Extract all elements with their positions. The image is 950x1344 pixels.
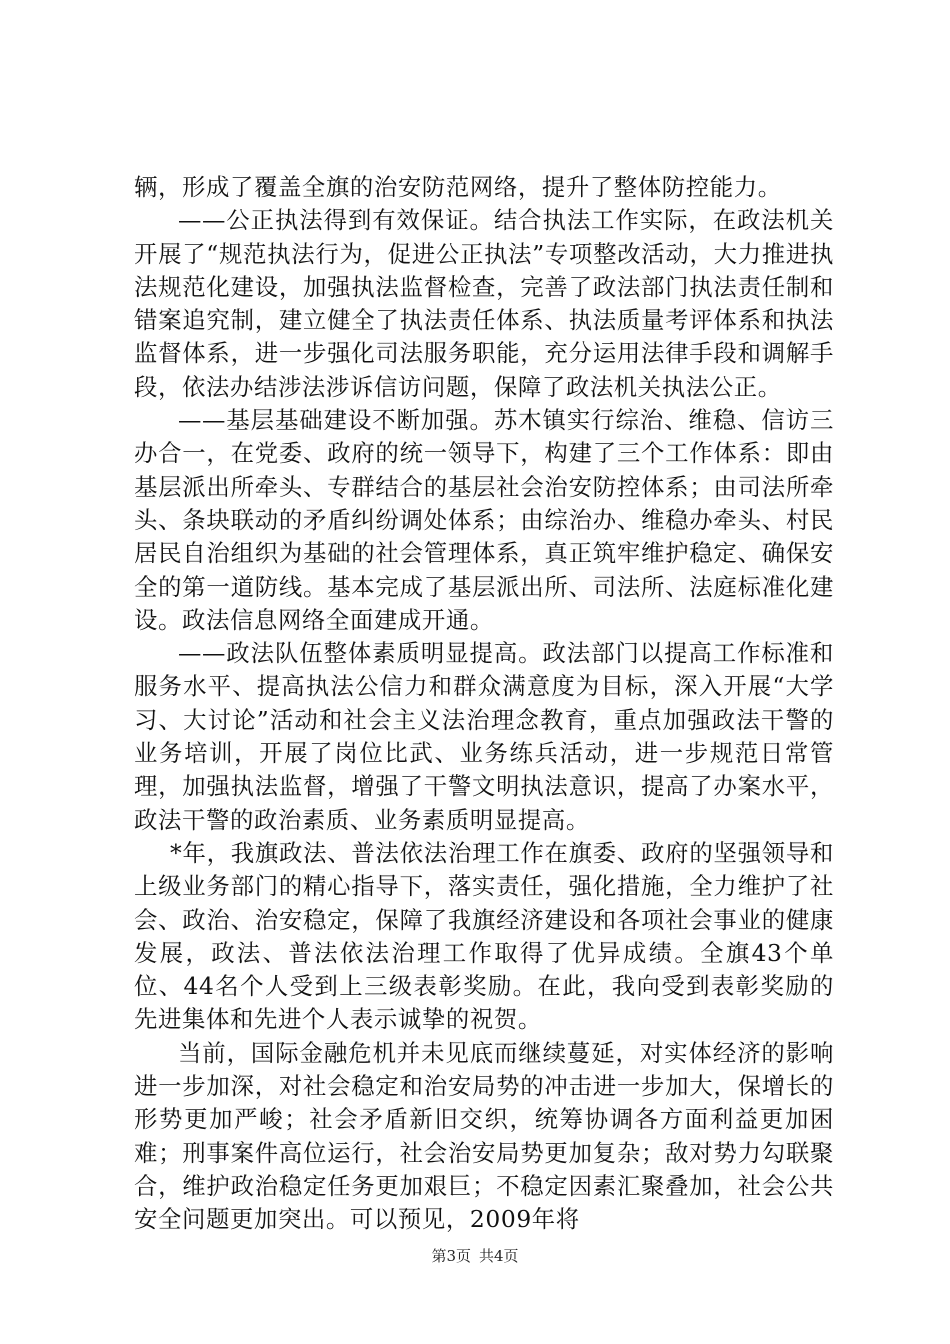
paragraph-grassroots-construction: ——基层基础建设不断加强。苏木镇实行综治、维稳、信访三办合一，在党委、政府的统一领导下，构建了三个工作体系：即由基层派出所牵头、专群结合的基层社会治安防控体系；由司法所牵头、条块联动的矛盾纠纷调处体系；由综治办、维稳办牵头、村民居民自治组织为基础的社会管理体系，真正筑牢维护稳定、确保安全的第一道防线。基本完成了基层派出所、司法所、法庭标准化建设。政法信息网络全面建成开通。 [134, 406, 834, 634]
paragraph-continuation: 辆，形成了覆盖全旗的治安防范网络，提升了整体防控能力。 [134, 173, 782, 201]
document-body [134, 171, 834, 1237]
paragraph-current-situation: 当前，国际金融危机并未见底而继续蔓延，对实体经济的影响进一步加深，对社会稳定和治安局势的冲击进一步加大，保增长的形势更加严峻；社会矛盾新旧交织，统筹协调各方面利益更加困难；刑事案件高位运行，社会治安局势更加复杂；敌对势力勾联聚合，维护政治稳定任务更加艰巨；不稳定因素汇聚叠加，社会公共安全问题更加突出。可以预见，2009年将 [134, 1038, 834, 1234]
paragraph-team-quality: ——政法队伍整体素质明显提高。政法部门以提高工作标准和服务水平、提高执法公信力和群众满意度为目标，深入开展“大学习、大讨论”活动和社会主义法治理念教育，重点加强政法干警的业务培训，开展了岗位比武、业务练兵活动，进一步规范日常管理，加强执法监督，增强了干警文明执法意识，提高了办案水平，政法干警的政治素质、业务素质明显提高。 [134, 639, 834, 834]
paragraph-annual-summary: *年，我旗政法、普法依法治理工作在旗委、政府的坚强领导和上级业务部门的精心指导下，落实责任，强化措施，全力维护了社会、政治、治安稳定，保障了我旗经济建设和各项社会事业的健康发展，政法、普法依法治理工作取得了优异成绩。全旗43个单位、44名个人受到上三级表彰奖励。在此，我向受到表彰奖励的先进集体和先进个人表示诚挚的祝贺。 [134, 838, 834, 1034]
page-total: 共4页 [479, 1247, 519, 1265]
paragraph-fair-enforcement: ——公正执法得到有效保证。结合执法工作实际，在政法机关开展了“规范执法行为，促进公正执法”专项整改活动，大力推进执法规范化建设，加强执法监督检查，完善了政法部门执法责任制和错案追究制，建立健全了执法责任体系、执法质量考评体系和执法监督体系，进一步强化司法服务职能，充分运用法律手段和调解手段，依法办结涉法涉诉信访问题，保障了政法机关执法公正。 [134, 206, 834, 401]
page-footer [0, 1246, 950, 1266]
page-number: 第3页 [431, 1247, 471, 1265]
